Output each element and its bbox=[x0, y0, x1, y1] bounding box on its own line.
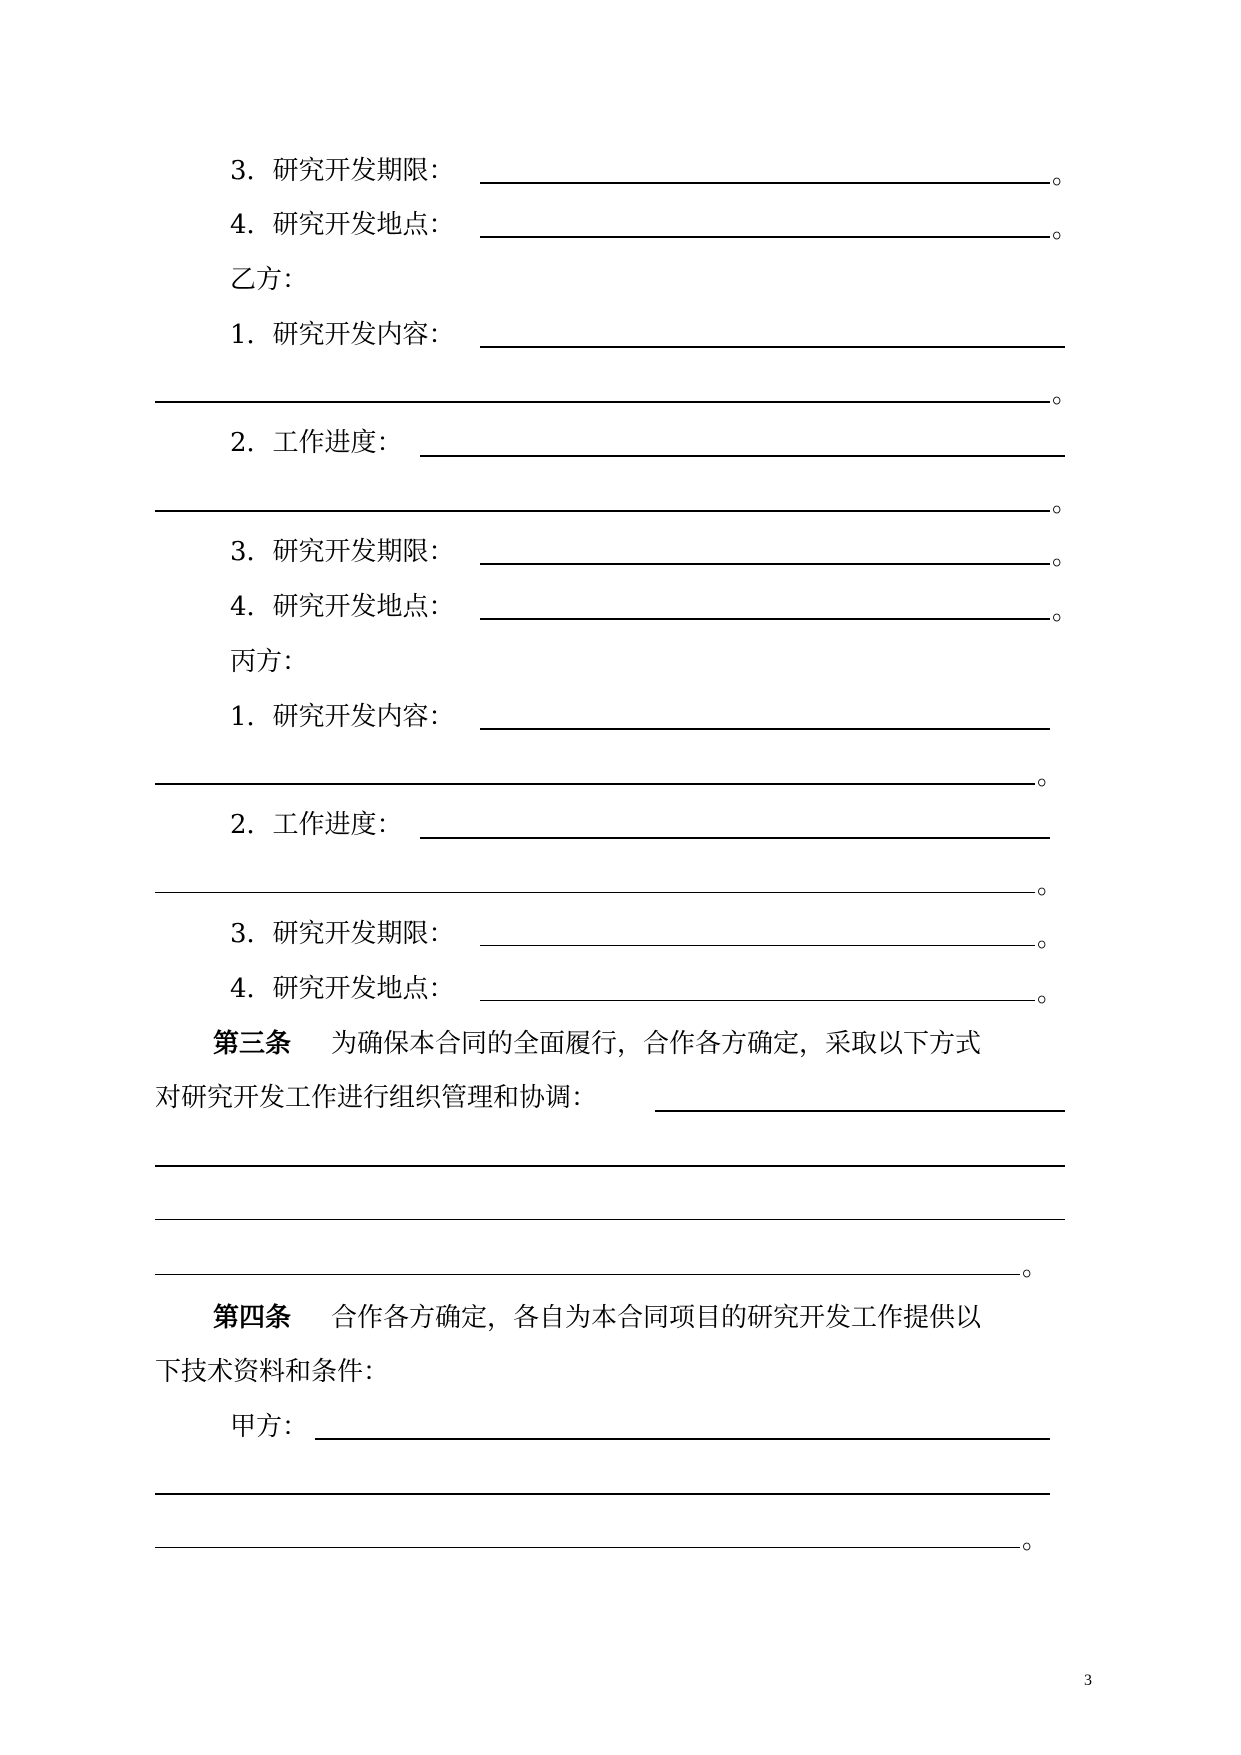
blank-line[interactable] bbox=[155, 892, 1035, 893]
blank-line[interactable] bbox=[420, 837, 1050, 839]
blank-line[interactable] bbox=[155, 1274, 1020, 1275]
item-label: 3．研究开发期限： bbox=[230, 919, 455, 949]
period: 。 bbox=[1037, 870, 1064, 900]
blank-line[interactable] bbox=[480, 945, 1035, 946]
blank-line[interactable] bbox=[155, 510, 1050, 512]
period: 。 bbox=[1037, 923, 1064, 953]
article-text: 下技术资料和条件： bbox=[155, 1357, 390, 1387]
article-heading: 第三条 bbox=[213, 1029, 292, 1059]
period: 。 bbox=[1037, 761, 1064, 791]
blank-line[interactable] bbox=[655, 1110, 1065, 1112]
item-label: 3．研究开发期限： bbox=[230, 537, 455, 567]
blank-line[interactable] bbox=[480, 618, 1050, 620]
period: 。 bbox=[1052, 596, 1079, 626]
article-text: 合作各方确定，各自为本合同项目的研究开发工作提供以 bbox=[331, 1303, 982, 1333]
page-number: 3 bbox=[1084, 1672, 1092, 1689]
blank-line[interactable] bbox=[155, 783, 1035, 785]
blank-line[interactable] bbox=[480, 728, 1050, 730]
blank-line[interactable] bbox=[480, 346, 1065, 348]
blank-line[interactable] bbox=[480, 236, 1050, 238]
blank-line[interactable] bbox=[420, 455, 1065, 457]
period: 。 bbox=[1022, 1252, 1049, 1282]
item-label: 4．研究开发地点： bbox=[230, 974, 455, 1004]
article-text: 为确保本合同的全面履行，合作各方确定，采取以下方式 bbox=[331, 1029, 982, 1059]
blank-line[interactable] bbox=[155, 1165, 1065, 1167]
blank-line[interactable] bbox=[315, 1438, 1050, 1440]
blank-line[interactable] bbox=[480, 182, 1050, 184]
blank-line[interactable] bbox=[155, 1547, 1020, 1548]
party-label: 丙方： bbox=[230, 647, 309, 677]
blank-line[interactable] bbox=[480, 1000, 1035, 1001]
item-label: 1．研究开发内容： bbox=[230, 320, 455, 350]
article-heading: 第四条 bbox=[213, 1303, 292, 1333]
period: 。 bbox=[1052, 379, 1079, 409]
period: 。 bbox=[1037, 978, 1064, 1008]
period: 。 bbox=[1052, 488, 1079, 518]
period: 。 bbox=[1052, 541, 1079, 571]
blank-line[interactable] bbox=[155, 1219, 1065, 1220]
period: 。 bbox=[1052, 160, 1079, 190]
period: 。 bbox=[1022, 1525, 1049, 1555]
blank-line[interactable] bbox=[155, 401, 1050, 403]
party-label: 乙方： bbox=[230, 265, 309, 295]
item-label: 4．研究开发地点： bbox=[230, 592, 455, 622]
item-label: 1．研究开发内容： bbox=[230, 702, 455, 732]
item-label: 4．研究开发地点： bbox=[230, 210, 455, 240]
blank-line[interactable] bbox=[480, 563, 1050, 565]
period: 。 bbox=[1052, 214, 1079, 244]
party-label: 甲方： bbox=[230, 1412, 309, 1442]
item-label: 3．研究开发期限： bbox=[230, 156, 455, 186]
article-text: 对研究开发工作进行组织管理和协调： bbox=[155, 1083, 598, 1113]
blank-line[interactable] bbox=[155, 1493, 1050, 1495]
item-label: 2．工作进度： bbox=[230, 810, 403, 840]
item-label: 2．工作进度： bbox=[230, 428, 403, 458]
